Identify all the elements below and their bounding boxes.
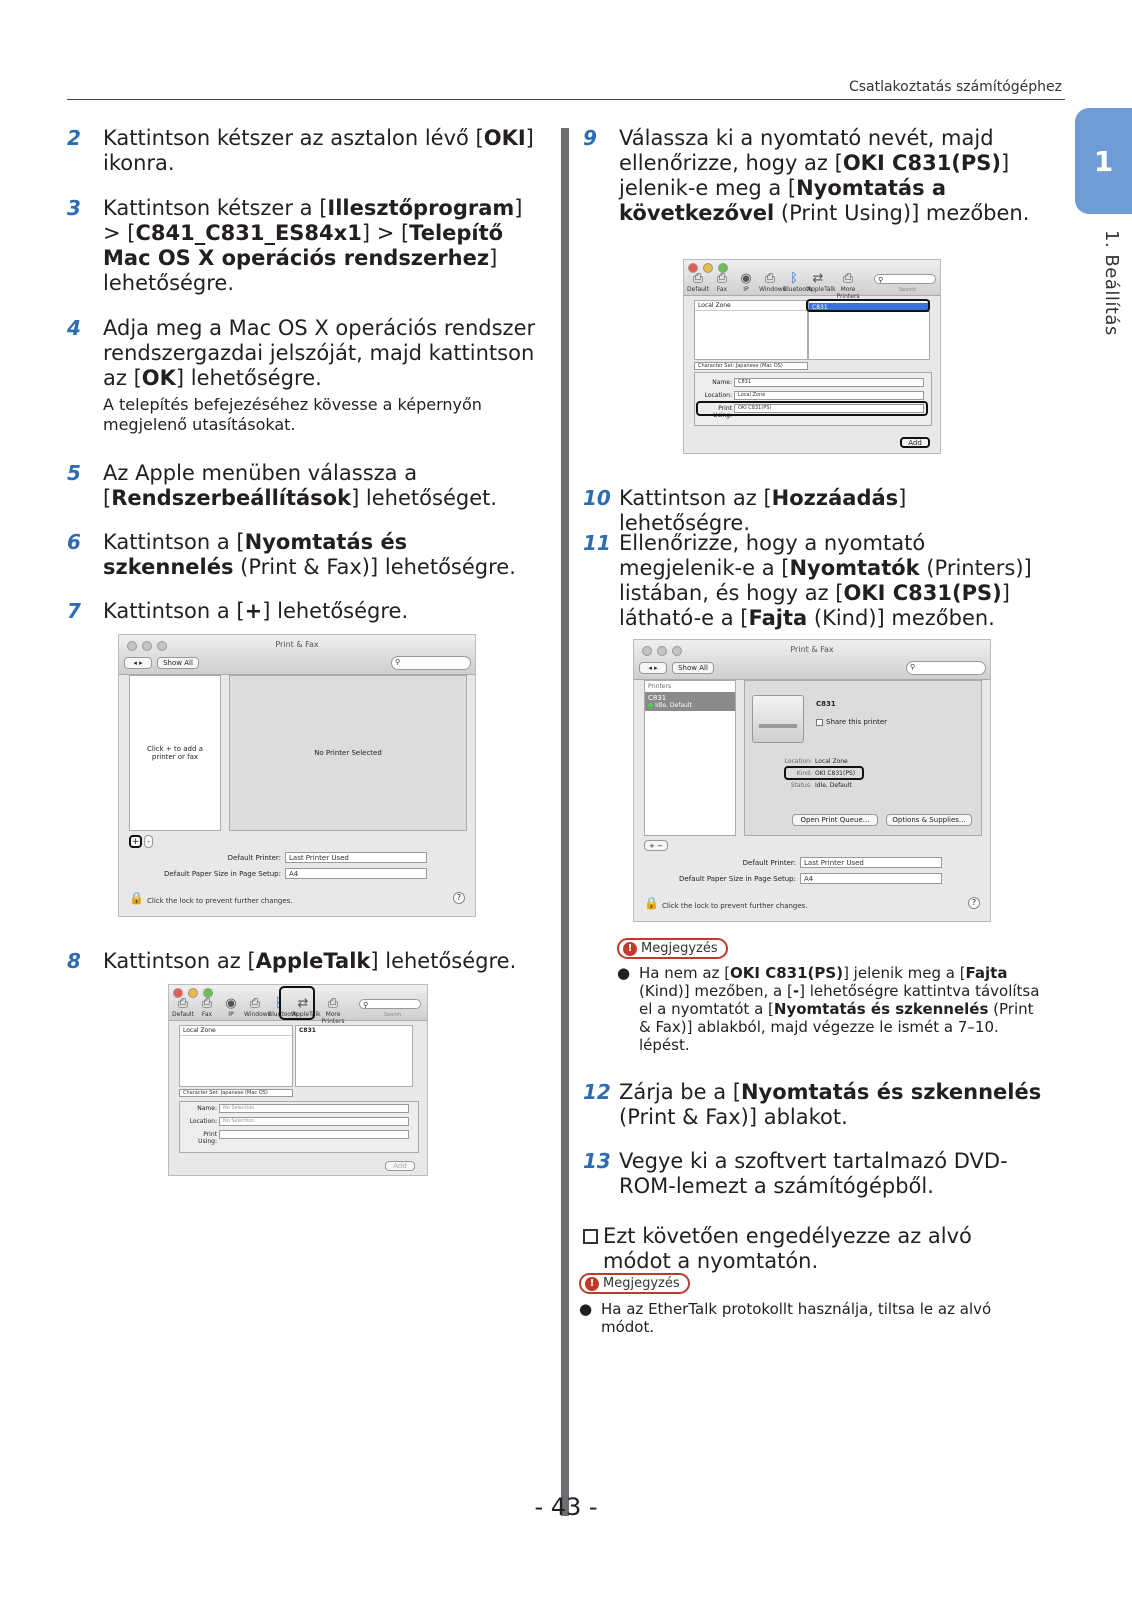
note-1: [617, 964, 1047, 1054]
running-header: Csatlakoztatás számítógéphez: [848, 79, 1062, 95]
screenshot-appletalk: ⎙ Default ⎙ Fax ◉ IP ⎙ Windows ᛒ Bluetooth ⇄ AppleTalk ⎙ More Printers ⚲ Search Local Zone C831 Character Set: Japanese (Mac OS) Name: No Selection Location: No Selection Print Using: Add: [168, 984, 428, 1176]
appletalk-highlight: [279, 986, 315, 1020]
location-value: Local Zone: [815, 758, 848, 765]
show-all-button[interactable]: Show All: [157, 657, 199, 669]
checkbox-icon: [583, 1229, 598, 1244]
kind-value: OKI C831(PS): [815, 770, 856, 777]
step-4: [67, 316, 537, 435]
printer-entry[interactable]: C831: [299, 1027, 316, 1034]
step-number: 8: [67, 949, 81, 973]
location-field[interactable]: Local Zone: [734, 391, 924, 400]
step-subtext: A telepítés befejezéséhez kövesse a képernyőn megjelenő utasításokat.: [103, 395, 482, 434]
zone-list[interactable]: [694, 300, 808, 360]
note-text: Ha az EtherTalk protokollt használja, tiltsa le az alvó módot.: [601, 1300, 992, 1336]
exclamation-icon: !: [585, 1277, 599, 1291]
back-forward-buttons[interactable]: ◂ ▸: [639, 662, 667, 674]
windows-tab-icon[interactable]: ⎙ Windows: [759, 271, 786, 293]
printer-name: C831: [648, 694, 667, 702]
step-number: 7: [67, 599, 81, 623]
step-8: [67, 949, 537, 974]
printer-highlight: [806, 299, 930, 312]
bullet-icon: ●: [579, 1300, 593, 1318]
add-printer-plus-button[interactable]: +: [129, 835, 142, 848]
location-field[interactable]: No Selection: [219, 1117, 409, 1126]
exclamation-icon: !: [623, 942, 637, 956]
step-number: 6: [67, 530, 81, 554]
open-print-queue-button[interactable]: Open Print Queue...: [792, 814, 878, 826]
paper-size-select[interactable]: A4: [800, 873, 942, 884]
location-label: Location:: [784, 758, 812, 765]
print-using-label: Print Using:: [198, 1131, 217, 1145]
step-text: Zárja be a [Nyomtatás és szkennelés (Print & Fax)] ablakot.: [619, 1080, 1042, 1129]
step-text: Kattintson a [Nyomtatás és szkennelés (Print & Fax)] lehetőségre.: [103, 530, 516, 579]
step-7: [67, 599, 537, 624]
bluetooth-tab-icon[interactable]: ᛒ Bluetooth: [268, 996, 298, 1018]
page-number: - 43 -: [534, 1493, 598, 1521]
help-icon[interactable]: ?: [968, 897, 980, 909]
header-rule: [67, 99, 1065, 100]
step-text: Vegye ki a szoftvert tartalmazó DVD-ROM-lemezt a számítógépből.: [619, 1149, 1008, 1198]
kind-highlight: [784, 766, 864, 780]
printer-list-empty: Click + to add a printer or fax: [129, 675, 221, 831]
printer-row-selected[interactable]: C831 ● Idle, Default: [645, 692, 735, 711]
default-printer-select[interactable]: Last Printer Used: [285, 852, 427, 863]
step-2: [67, 126, 537, 176]
paper-size-select[interactable]: A4: [285, 868, 427, 879]
show-all-button[interactable]: Show All: [672, 662, 714, 674]
print-using-select[interactable]: [219, 1130, 409, 1139]
lock-text: Click the lock to prevent further changes.: [147, 897, 293, 905]
lock-text: Click the lock to prevent further changes.: [662, 902, 808, 910]
location-label: Location:: [189, 1118, 217, 1125]
step-text: Válassza ki a nyomtató nevét, majd ellenőrizze, hogy az [OKI C831(PS)] jelenik-e meg a [Nyomtatás a következővel (Print Using)] mezőben.: [619, 126, 1030, 225]
print-using-label: Print Using:: [713, 405, 732, 419]
default-tab-icon[interactable]: ⎙ Default: [687, 271, 709, 293]
step-text: Kattintson az [Hozzáadás] lehetőségre.: [619, 486, 907, 535]
printer-status: Idle, Default: [655, 702, 692, 709]
ip-tab-icon[interactable]: ◉ IP: [225, 996, 237, 1018]
chapter-side-label: 1. Beállítás: [1101, 230, 1122, 336]
lock-icon[interactable]: 🔒: [644, 896, 659, 910]
step-text: Kattintson a [+] lehetőségre.: [103, 599, 409, 623]
screenshot-select-printer: ⎙ Default ⎙ Fax ◉ IP ⎙ Windows ᛒ Bluetooth ⇄ AppleTalk ⎙ More Printers ⚲ Search Local Zone C831 Character Set: Japanese (Mac OS) Name: C831 Location: Local Zone Print Using: OKI C831(PS) Add: [683, 259, 941, 454]
step-3: [67, 196, 537, 296]
charset-select[interactable]: Character Set: Japanese (Mac OS): [694, 362, 808, 370]
zone-header: Local Zone: [695, 301, 807, 311]
share-checkbox[interactable]: Share this printer: [816, 718, 887, 726]
step-text: Adja meg a Mac OS X operációs rendszer rendszergazdai jelszóját, majd kattintson az [OK] lehetőségre.: [103, 316, 536, 390]
search-field[interactable]: ⚲: [359, 999, 421, 1009]
search-field[interactable]: ⚲: [391, 656, 471, 670]
add-button[interactable]: Add: [900, 437, 930, 448]
step-number: 9: [583, 126, 597, 150]
name-field[interactable]: C831: [734, 378, 924, 387]
step-number: 11: [583, 531, 611, 555]
step-text: Kattintson kétszer a [Illesztőprogram] > [C841_C831_ES84x1] > [Telepítő Mac OS X operációs rendszerhez] lehetőségre.: [103, 196, 523, 295]
remove-printer-minus-button[interactable]: -: [144, 835, 153, 848]
step-11: [583, 531, 1043, 631]
step-13: [583, 1149, 1043, 1199]
paper-size-label: Default Paper Size in Page Setup:: [164, 870, 281, 878]
column-divider: [561, 128, 569, 1516]
note-label: Megjegyzés: [603, 1276, 680, 1291]
step-number: 4: [67, 316, 81, 340]
step-number: 5: [67, 461, 81, 485]
options-supplies-button[interactable]: Options & Supplies...: [886, 814, 972, 826]
step-text: Kattintson az [AppleTalk] lehetőségre.: [103, 949, 517, 973]
step-6: [67, 530, 537, 580]
appletalk-tab-icon[interactable]: ⇄ AppleTalk: [807, 271, 836, 293]
default-printer-label: Default Printer:: [227, 854, 281, 862]
step-number: 2: [67, 126, 81, 150]
step-12: [583, 1080, 1043, 1130]
screenshot-print-fax-result: [633, 639, 991, 922]
step-number: 13: [583, 1149, 611, 1173]
printers-list[interactable]: [644, 680, 736, 836]
name-label: Name:: [197, 1105, 217, 1112]
chapter-tab[interactable]: 1: [1075, 108, 1132, 214]
print-using-select[interactable]: OKI C831(PS): [734, 404, 924, 413]
step-10: [583, 486, 1043, 536]
checklist-item: [583, 1224, 1043, 1274]
paper-size-label: Default Paper Size in Page Setup:: [679, 875, 796, 883]
add-remove-buttons[interactable]: + −: [644, 840, 668, 851]
note-text: Ha nem az [OKI C831(PS)] jelenik meg a [Fajta (Kind)] mezőben, a [-] lehetőségre kattintva távolítsa el a nyomtatót a [Nyomtatás és szkennelés (Print & Fax)] ablakból, majd végezze le ismét a 7–10. lépést.: [639, 964, 1040, 1054]
search-field[interactable]: ⚲: [906, 661, 986, 675]
note-2: [579, 1300, 1009, 1336]
step-5: [67, 461, 537, 511]
add-button-disabled[interactable]: Add: [385, 1161, 415, 1171]
printer-image: [752, 695, 804, 743]
printers-header: Printers: [648, 683, 672, 690]
charset-select[interactable]: Character Set: Japanese (Mac OS): [179, 1089, 293, 1097]
note-badge: [579, 1273, 690, 1294]
checklist-text: Ezt követően engedélyezze az alvó módot a nyomtatón.: [603, 1224, 972, 1273]
default-printer-select[interactable]: Last Printer Used: [800, 857, 942, 868]
note-label: Megjegyzés: [641, 941, 718, 956]
step-9: [583, 126, 1043, 226]
more-printers-tab-icon[interactable]: ⎙ More Printers: [836, 271, 860, 300]
no-printer-panel: No Printer Selected: [229, 675, 467, 831]
windows-tab-icon[interactable]: ⎙ Windows: [244, 996, 271, 1018]
name-label: Name:: [712, 379, 732, 386]
help-icon[interactable]: ?: [453, 892, 465, 904]
default-tab-icon[interactable]: ⎙ Default: [172, 996, 194, 1018]
window-title: Print & Fax: [790, 645, 834, 654]
step-text: Ellenőrizze, hogy a nyomtató megjelenik-e a [Nyomtatók (Printers)] listában, és hogy az [OKI C831(PS)] látható-e a [Fajta (Kind)] mezőben.: [619, 531, 1032, 630]
fax-tab-icon[interactable]: ⎙ Fax: [201, 996, 213, 1018]
ip-tab-icon[interactable]: ◉ IP: [740, 271, 752, 293]
search-field[interactable]: ⚲: [874, 274, 936, 284]
fax-tab-icon[interactable]: ⎙ Fax: [716, 271, 728, 293]
step-number: 10: [583, 486, 611, 510]
status-label: Status:: [790, 782, 812, 789]
name-field[interactable]: No Selection: [219, 1104, 409, 1113]
printer-list[interactable]: [295, 1025, 413, 1087]
zone-list[interactable]: [179, 1025, 293, 1087]
detail-printer-name: C831: [816, 700, 836, 708]
note-badge: [617, 938, 728, 959]
appletalk-tab-icon[interactable]: ⇄ AppleTalk: [292, 996, 321, 1018]
back-forward-buttons[interactable]: ◂ ▸: [124, 657, 152, 669]
lock-icon[interactable]: 🔒: [129, 891, 144, 905]
more-printers-tab-icon[interactable]: ⎙ More Printers: [321, 996, 345, 1025]
zone-header: Local Zone: [180, 1026, 292, 1036]
bullet-icon: ●: [617, 964, 631, 982]
location-label: Location:: [704, 392, 732, 399]
screenshot-print-fax-empty: [118, 634, 476, 917]
step-number: 3: [67, 196, 81, 220]
window-title: Print & Fax: [275, 640, 319, 649]
kind-label: Kind:: [796, 770, 812, 777]
status-value: Idle, Default: [815, 782, 852, 789]
printer-entry-selected[interactable]: C831: [809, 303, 929, 312]
step-text: Kattintson kétszer az asztalon lévő [OKI] ikonra.: [103, 126, 534, 175]
step-text: Az Apple menüben válassza a [Rendszerbeállítások] lehetőséget.: [103, 461, 498, 510]
default-printer-label: Default Printer:: [742, 859, 796, 867]
bluetooth-tab-icon[interactable]: ᛒ Bluetooth: [783, 271, 813, 293]
step-number: 12: [583, 1080, 611, 1104]
print-using-highlight: [696, 401, 928, 416]
